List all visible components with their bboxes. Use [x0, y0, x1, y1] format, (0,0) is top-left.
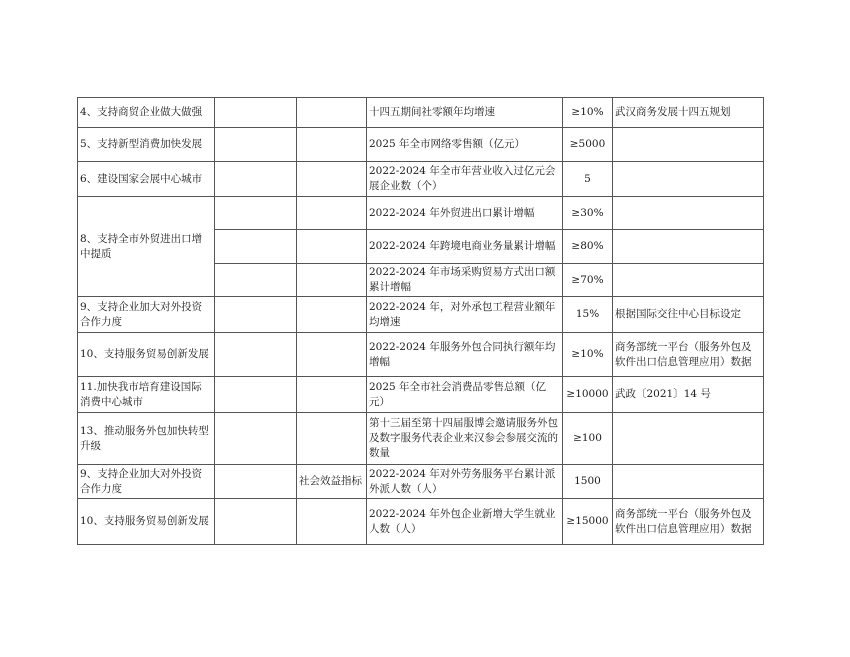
indicator-cell: 2022-2024 年，对外承包工程营业额年均增速 [367, 297, 563, 333]
task-cell: 9、支持企业加大对外投资合作力度 [78, 465, 215, 499]
blank-cell [215, 162, 297, 197]
source-cell [613, 230, 764, 264]
source-cell [613, 413, 764, 465]
source-cell [613, 128, 764, 162]
source-cell: 商务部统一平台（服务外包及软件出口信息管理应用）数据 [613, 333, 764, 377]
indicator-type-cell [297, 230, 367, 264]
blank-cell [215, 297, 297, 333]
indicator-type-cell [297, 297, 367, 333]
blank-cell [215, 465, 297, 499]
table-row [78, 297, 764, 333]
task-cell: 11.加快我市培育建设国际消费中心城市 [78, 377, 215, 413]
source-cell [613, 264, 764, 297]
source-cell: 根据国际交往中心目标设定 [613, 297, 764, 333]
indicator-cell: 2022-2024 年市场采购贸易方式出口额累计增幅 [367, 264, 563, 297]
target-cell: ≥10000 [563, 377, 613, 413]
blank-cell [215, 333, 297, 377]
indicator-cell: 2022-2024 年全市年营业收入过亿元会展企业数（个） [367, 162, 563, 197]
source-cell: 武政〔2021〕14 号 [613, 377, 764, 413]
indicator-cell: 2022-2024 年跨境电商业务量累计增幅 [367, 230, 563, 264]
table-row [78, 465, 764, 499]
blank-cell [215, 264, 297, 297]
blank-cell [215, 413, 297, 465]
target-cell: ≥10% [563, 333, 613, 377]
indicator-cell: 十四五期间社零额年均增速 [367, 98, 563, 128]
blank-cell [215, 499, 297, 545]
blank-cell [215, 230, 297, 264]
indicator-type-cell: 社会效益指标 [297, 465, 367, 499]
indicator-cell: 2025 年全市社会消费品零售总额（亿元） [367, 377, 563, 413]
target-cell: 1500 [563, 465, 613, 499]
task-cell: 8、支持全市外贸进出口增中提质 [78, 197, 215, 297]
target-cell: ≥80% [563, 230, 613, 264]
task-cell: 9、支持企业加大对外投资合作力度 [78, 297, 215, 333]
indicator-cell: 第十三届至第十四届服博会邀请服务外包及数字服务代表企业来汉参会参展交流的数量 [367, 413, 563, 465]
indicator-cell: 2025 年全市网络零售额（亿元） [367, 128, 563, 162]
target-cell: ≥5000 [563, 128, 613, 162]
blank-cell [215, 197, 297, 230]
indicator-type-cell [297, 197, 367, 230]
indicator-type-cell [297, 333, 367, 377]
table-row [78, 162, 764, 197]
target-cell: ≥15000 [563, 499, 613, 545]
table-row [78, 128, 764, 162]
table-row [78, 333, 764, 377]
indicator-cell: 2022-2024 年服务外包合同执行额年均增幅 [367, 333, 563, 377]
indicator-type-cell [297, 98, 367, 128]
blank-cell [215, 377, 297, 413]
source-cell [613, 465, 764, 499]
target-cell: ≥30% [563, 197, 613, 230]
indicator-table [77, 97, 764, 545]
task-cell: 6、建设国家会展中心城市 [78, 162, 215, 197]
task-cell: 10、支持服务贸易创新发展 [78, 333, 215, 377]
table-row [78, 98, 764, 128]
indicator-cell: 2022-2024 年对外劳务服务平台累计派外派人数（人） [367, 465, 563, 499]
table-row [78, 197, 764, 230]
indicator-type-cell [297, 377, 367, 413]
indicator-type-cell [297, 162, 367, 197]
table-row [78, 377, 764, 413]
indicator-cell: 2022-2024 年外贸进出口累计增幅 [367, 197, 563, 230]
table-row [78, 499, 764, 545]
indicator-type-cell [297, 499, 367, 545]
target-cell: ≥100 [563, 413, 613, 465]
indicator-type-cell [297, 413, 367, 465]
target-cell: ≥10% [563, 98, 613, 128]
task-cell: 13、推动服务外包加快转型升级 [78, 413, 215, 465]
indicator-type-cell [297, 264, 367, 297]
task-cell: 4、支持商贸企业做大做强 [78, 98, 215, 128]
target-cell: 5 [563, 162, 613, 197]
indicator-cell: 2022-2024 年外包企业新增大学生就业人数（人） [367, 499, 563, 545]
source-cell: 商务部统一平台（服务外包及软件出口信息管理应用）数据 [613, 499, 764, 545]
indicator-type-cell [297, 128, 367, 162]
source-cell [613, 162, 764, 197]
target-cell: 15% [563, 297, 613, 333]
blank-cell [215, 98, 297, 128]
source-cell [613, 197, 764, 230]
task-cell: 5、支持新型消费加快发展 [78, 128, 215, 162]
source-cell: 武汉商务发展十四五规划 [613, 98, 764, 128]
table-row [78, 413, 764, 465]
blank-cell [215, 128, 297, 162]
target-cell: ≥70% [563, 264, 613, 297]
task-cell: 10、支持服务贸易创新发展 [78, 499, 215, 545]
